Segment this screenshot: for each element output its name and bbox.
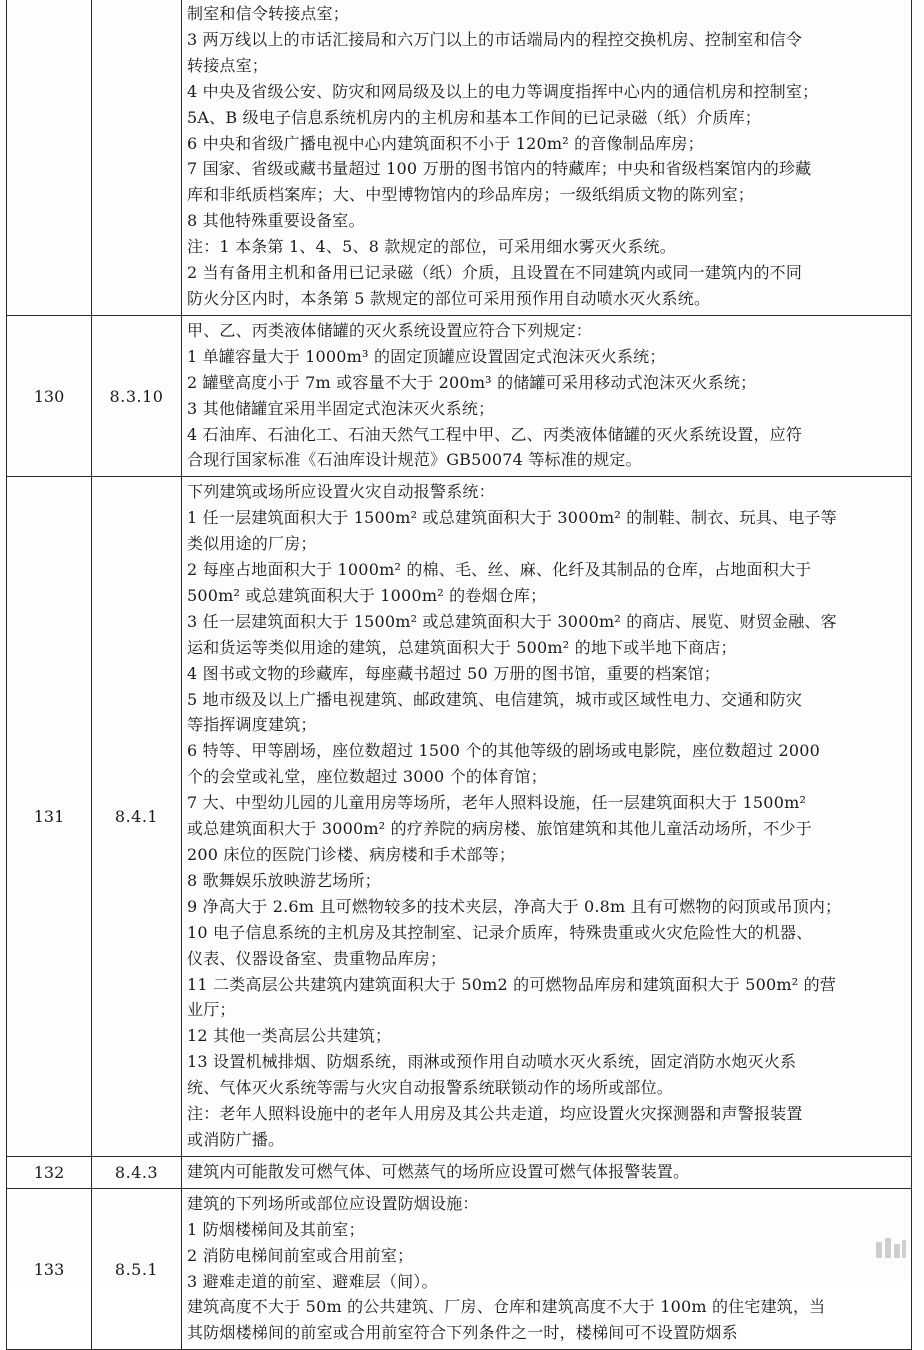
provision-line: 2 罐壁高度小于 7m 或容量不大于 200m³ 的储罐可采用移动式泡沫灭火系统；	[187, 372, 757, 392]
provision-line: 1 任一层建筑面积大于 1500m² 或总建筑面积大于 3000m² 的制鞋、制衣、玩具、电子等	[187, 508, 837, 528]
table-row	[7, 315, 912, 476]
clause-number-cell: 8.4.3	[92, 1156, 182, 1188]
provision-line: 个的会堂或礼堂，座位数超过 3000 个的体育馆；	[187, 767, 547, 787]
article-number-cell	[7, 0, 92, 315]
provision-line: 11 二类高层公共建筑内建筑面积大于 50m2 的可燃物品库房和建筑面积大于 500m² 的营	[187, 974, 837, 994]
provision-line: 2 当有备用主机和备用已记录磁（纸）介质，且设置在不同建筑内或同一建筑内的不同	[187, 263, 803, 283]
provision-line: 防火分区内时，本条第 5 款规定的部位可采用预作用自动喷水灭火系统。	[187, 288, 711, 308]
provision-line: 4 石油库、石油化工、石油天然气工程中甲、乙、丙类液体储罐的灭火系统设置，应符	[187, 424, 803, 444]
provision-line: 建筑高度不大于 50m 的公共建筑、厂房、仓库和建筑高度不大于 100m 的住宅建筑，当	[187, 1297, 826, 1317]
provision-line: 4 图书或文物的珍藏库，每座藏书超过 50 万册的图书馆，重要的档案馆；	[187, 663, 720, 683]
provision-line: 1 防烟楼梯间及其前室；	[187, 1219, 365, 1239]
provision-line: 其防烟楼梯间的前室或合用前室符合下列条件之一时，楼梯间可不设置防烟系	[187, 1323, 738, 1343]
provision-line: 制室和信令转接点室；	[187, 4, 350, 23]
provision-line: 500m² 或总建筑面积大于 1000m² 的卷烟仓库；	[187, 585, 547, 605]
provision-line: 1 单罐容量大于 1000m³ 的固定顶罐应设置固定式泡沫灭火系统；	[187, 346, 666, 366]
clause-number-cell: 8.5.1	[92, 1188, 182, 1349]
provision-line: 7 大、中型幼儿园的儿童用房等场所，老年人照料设施，任一层建筑面积大于 1500m²	[187, 793, 807, 813]
provision-text-cell	[182, 315, 912, 476]
provision-line: 业厅；	[187, 1000, 236, 1020]
article-number-cell: 133	[7, 1188, 92, 1349]
provision-line: 或消防广播。	[187, 1129, 285, 1149]
provision-line: 12 其他一类高层公共建筑；	[187, 1026, 392, 1046]
provision-line: 13 设置机械排烟、防烟系统，雨淋或预作用自动喷水灭火系统，固定消防水炮灭火系	[187, 1052, 797, 1072]
provision-line: 等指挥调度建筑；	[187, 715, 317, 735]
provision-line: 3 其他储罐宜采用半固定式泡沫灭火系统；	[187, 398, 495, 418]
provision-line: 注：1 本条第 1、4、5、8 款规定的部位，可采用细水雾灭火系统。	[187, 237, 676, 257]
regulation-table	[6, 0, 912, 1350]
article-number-cell: 132	[7, 1156, 92, 1188]
provision-line: 10 电子信息系统的主机房及其控制室、记录介质库，特殊贵重或火灾危险性大的机器、	[187, 922, 813, 942]
clause-number-cell: 8.3.10	[92, 315, 182, 476]
provision-line: 或总建筑面积大于 3000m² 的疗养院的病房楼、旅馆建筑和其他儿童活动场所，不少于	[187, 819, 812, 839]
provision-line: 3 两万线以上的市话汇接局和六万门以上的市话端局内的程控交换机房、控制室和信令	[187, 29, 803, 49]
provision-line: 建筑的下列场所或部位应设置防烟设施：	[187, 1193, 479, 1213]
provision-line: 注：老年人照料设施中的老年人用房及其公共走道，均应设置火灾探测器和声警报装置	[187, 1104, 803, 1124]
provision-line: 3 避难走道的前室、避难层（间）。	[187, 1271, 438, 1291]
provision-line: 6 特等、甲等剧场，座位数超过 1500 个的其他等级的剧场或电影院，座位数超过 2000	[187, 741, 820, 761]
provision-line: 7 国家、省级或藏书量超过 100 万册的图书馆内的特藏库；中央和省级档案馆内的珍藏	[187, 159, 812, 179]
provision-line: 转接点室；	[187, 55, 269, 75]
provision-text-cell	[182, 0, 912, 315]
provision-line: 类似用途的厂房；	[187, 534, 317, 554]
table-row	[7, 0, 912, 315]
table-body	[7, 0, 912, 1350]
provision-line: 9 净高大于 2.6m 且可燃物较多的技术夹层，净高大于 0.8m 且有可燃物的闷顶或吊顶内；	[187, 896, 842, 916]
provision-line: 6 中央和省级广播电视中心内建筑面积不小于 120m² 的音像制品库房；	[187, 133, 704, 153]
provision-text-cell	[182, 1156, 912, 1188]
provision-line: 4 中央及省级公安、防灾和网局级及以上的电力等调度指挥中心内的通信机房和控制室；	[187, 81, 819, 101]
provision-line: 3 任一层建筑面积大于 1500m² 或总建筑面积大于 3000m² 的商店、展览、财贸金融、客	[187, 611, 837, 631]
provision-line: 200 床位的医院门诊楼、病房楼和手术部等；	[187, 845, 516, 864]
provision-line: 8 歌舞娱乐放映游艺场所；	[187, 870, 381, 890]
table-row	[7, 477, 912, 1157]
provision-line: 合现行国家标准《石油库设计规范》GB50074 等标准的规定。	[187, 450, 642, 470]
provision-line: 2 消防电梯间前室或合用前室；	[187, 1245, 414, 1265]
table-row	[7, 1188, 912, 1349]
article-number-cell: 130	[7, 315, 92, 476]
provision-line: 运和货运等类似用途的建筑，总建筑面积大于 500m² 的地下或半地下商店；	[187, 637, 737, 657]
provision-line: 下列建筑或场所应设置火灾自动报警系统：	[187, 482, 495, 502]
clause-number-cell: 8.4.1	[92, 477, 182, 1157]
provision-line: 建筑内可能散发可燃气体、可燃蒸气的场所应设置可燃气体报警装置。	[187, 1161, 690, 1181]
table-row	[7, 1156, 912, 1188]
article-number-cell: 131	[7, 477, 92, 1157]
provision-line: 库和非纸质档案库；大、中型博物馆内的珍品库房；一级纸绢质文物的陈列室；	[187, 185, 755, 205]
clause-number-cell	[92, 0, 182, 315]
provision-line: 统、气体灭火系统等需与火灾自动报警系统联锁动作的场所或部位。	[187, 1078, 674, 1098]
provision-line: 5 地市级及以上广播电视建筑、邮政建筑、电信建筑，城市或区域性电力、交通和防灾	[187, 689, 803, 709]
provision-line: 8 其他特殊重要设备室。	[187, 211, 365, 231]
provision-line: 5A、B 级电子信息系统机房内的主机房和基本工作间的已记录磁（纸）介质库；	[187, 107, 761, 127]
provision-text-cell	[182, 477, 912, 1157]
provision-text-cell	[182, 1188, 912, 1349]
provision-line: 2 每座占地面积大于 1000m² 的棉、毛、丝、麻、化纤及其制品的仓库，占地面积大于	[187, 560, 812, 580]
watermark-logo-icon	[874, 1236, 908, 1262]
provision-line: 仪表、仪器设备室、贵重物品库房；	[187, 948, 447, 968]
provision-line: 甲、乙、丙类液体储罐的灭火系统设置应符合下列规定：	[187, 320, 593, 340]
